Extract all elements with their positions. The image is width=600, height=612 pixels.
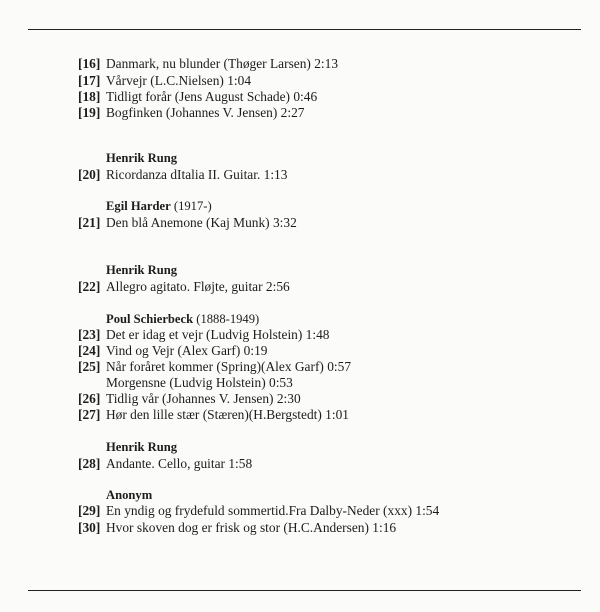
track-line bbox=[78, 456, 252, 472]
track-title: Ricordanza dItalia II. Guitar. 1:13 bbox=[106, 167, 288, 182]
composer-heading bbox=[106, 311, 259, 327]
composer-name: Henrik Rung bbox=[106, 151, 178, 165]
track-title: Tidligt forår (Jens August Schade) 0:46 bbox=[106, 89, 318, 104]
track-title: En yndig og frydefuld sommertid.Fra Dalby-Neder (xxx) 1:54 bbox=[106, 503, 440, 518]
track-number: [24] bbox=[78, 343, 101, 358]
track-line bbox=[78, 343, 267, 359]
track-number: [25] bbox=[78, 359, 101, 374]
track-line bbox=[78, 89, 317, 105]
track-title: Vårvejr (L.C.Nielsen) 1:04 bbox=[106, 73, 252, 88]
composer-heading bbox=[106, 198, 212, 214]
track-number: [17] bbox=[78, 73, 101, 88]
composer-heading bbox=[106, 439, 177, 455]
track-title: Når foråret kommer (Spring)(Alex Garf) 0:57 bbox=[106, 359, 352, 374]
track-number: [16] bbox=[78, 56, 101, 71]
track-number: [20] bbox=[78, 167, 101, 182]
top-rule bbox=[28, 29, 581, 30]
composer-heading bbox=[106, 262, 177, 278]
track-number: [23] bbox=[78, 327, 101, 342]
track-line bbox=[78, 167, 287, 183]
track-line bbox=[78, 520, 396, 536]
track-continuation: Morgensne (Ludvig Holstein) 0:53 bbox=[106, 375, 293, 390]
track-number: [19] bbox=[78, 105, 101, 120]
track-line bbox=[78, 215, 297, 231]
track-number: [26] bbox=[78, 391, 101, 406]
track-number: [28] bbox=[78, 456, 101, 471]
track-line bbox=[78, 279, 290, 295]
composer-name: Henrik Rung bbox=[106, 440, 178, 454]
composer-heading bbox=[106, 487, 152, 503]
track-title: Hvor skoven dog er frisk og stor (H.C.Andersen) 1:16 bbox=[106, 520, 397, 535]
track-line bbox=[78, 391, 301, 407]
track-line bbox=[78, 105, 305, 121]
track-line bbox=[78, 327, 330, 343]
composer-dates: (1888-1949) bbox=[196, 312, 260, 326]
track-title: Vind og Vejr (Alex Garf) 0:19 bbox=[106, 343, 268, 358]
track-title: Bogfinken (Johannes V. Jensen) 2:27 bbox=[106, 105, 305, 120]
composer-dates: (1917-) bbox=[173, 199, 212, 213]
track-line bbox=[78, 407, 349, 423]
track-title: Danmark, nu blunder (Thøger Larsen) 2:13 bbox=[106, 56, 339, 71]
composer-name: Henrik Rung bbox=[106, 263, 178, 277]
track-number: [22] bbox=[78, 279, 101, 294]
composer-name: Anonym bbox=[106, 488, 153, 502]
track-number: [18] bbox=[78, 89, 101, 104]
track-line bbox=[78, 503, 439, 519]
track-line bbox=[78, 359, 351, 375]
track-number: [30] bbox=[78, 520, 101, 535]
track-title: Allegro agitato. Fløjte, guitar 2:56 bbox=[106, 279, 290, 294]
bottom-rule bbox=[28, 590, 581, 591]
track-title: Andante. Cello, guitar 1:58 bbox=[106, 456, 253, 471]
track-number: [21] bbox=[78, 215, 101, 230]
composer-name: Poul Schierbeck bbox=[106, 312, 194, 326]
track-title: Hør den lille stær (Stæren)(H.Bergstedt) 1:01 bbox=[106, 407, 349, 422]
composer-name: Egil Harder bbox=[106, 199, 171, 213]
track-line bbox=[78, 73, 251, 89]
track-number: [29] bbox=[78, 503, 101, 518]
track-title: Den blå Anemone (Kaj Munk) 3:32 bbox=[106, 215, 297, 230]
track-title: Det er idag et vejr (Ludvig Holstein) 1:48 bbox=[106, 327, 330, 342]
composer-heading bbox=[106, 150, 177, 166]
track-number: [27] bbox=[78, 407, 101, 422]
track-title: Tidlig vår (Johannes V. Jensen) 2:30 bbox=[106, 391, 301, 406]
track-line bbox=[78, 56, 338, 72]
